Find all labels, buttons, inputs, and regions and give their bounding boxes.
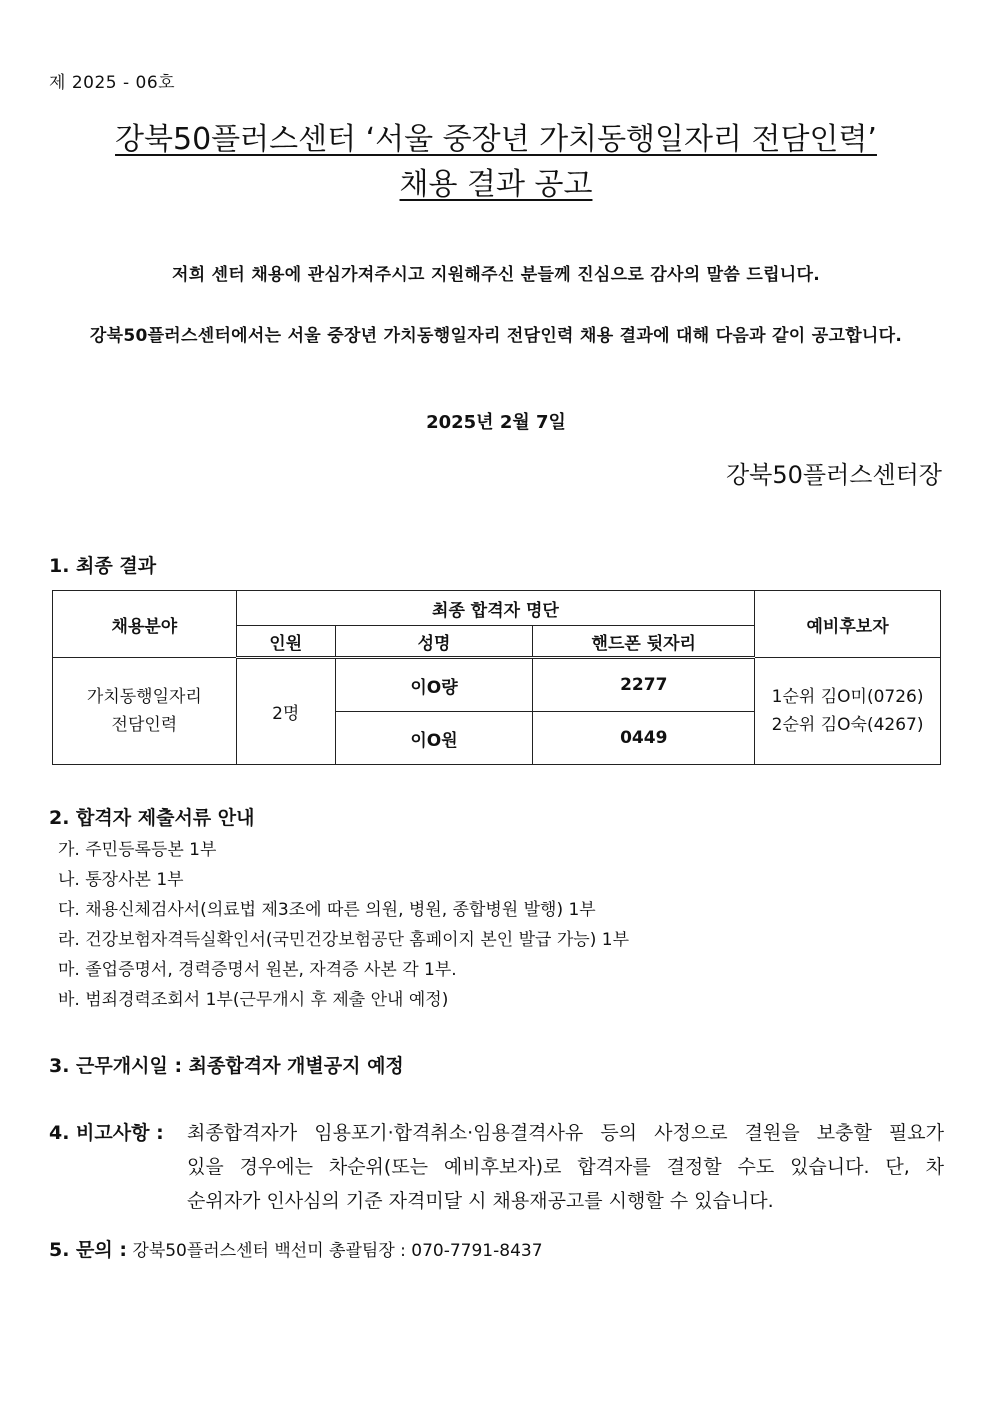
section-2-heading: 2. 합격자 제출서류 안내 [49,807,255,829]
cell-count: 2명 [236,658,335,765]
reserve-line-1: 1순위 김O미(0726) [771,687,924,707]
contact-line [49,1235,543,1262]
list-item: 가. 주민등록등본 1부 [58,840,217,860]
page-title [0,120,992,160]
announce-paragraph: 강북50플러스센터에서는 서울 중장년 가치동행일자리 전담인력 채용 결과에 대해 다음과 같이 공고합니다. [89,326,903,346]
reserve-line-2: 2순위 김O숙(4267) [771,715,924,735]
header-name: 성명 [335,626,533,658]
document-list [58,835,629,1015]
cell-phone-2: 0449 [533,712,755,765]
title-line-1: 강북50플러스센터 ‘서울 중장년 가치동행일자리 전담인력’ [115,122,877,157]
cell-name-2: 이O원 [335,712,533,765]
table-row [53,658,941,712]
field-line-2: 전담인력 [111,715,178,735]
result-table [52,590,941,765]
thanks-paragraph: 저희 센터 채용에 관심가져주시고 지원해주신 분들께 진심으로 감사의 말씀 드립니다. [172,265,820,285]
note-line-2: 있을 경우에는 차순위(또는 예비후보자)로 합격자를 결정할 수도 있습니다. 단, 차 [187,1156,944,1178]
section-4-label: 4. 비고사항 : [49,1122,164,1144]
list-item: 다. 채용신체검사서(의료법 제3조에 따른 의원, 병원, 종합병원 발행) 1부 [58,900,596,920]
section-1-heading: 1. 최종 결과 [49,555,157,577]
cell-field [53,658,237,765]
header-reserve: 예비후보자 [755,591,941,658]
note-line-1: 최종합격자가 임용포기·합격취소·임용결격사유 등의 사정으로 결원을 보충할 필요가 [187,1122,944,1144]
header-field: 채용분야 [53,591,237,658]
list-item: 바. 범죄경력조회서 1부(근무개시 후 제출 안내 예정) [58,990,449,1010]
section-3-heading: 3. 근무개시일 : 최종합격자 개별공지 예정 [49,1055,404,1077]
signer: 강북50플러스센터장 [725,461,942,489]
cell-name-1: 이O량 [335,658,533,712]
header-count: 인원 [236,626,335,658]
contact-text: 강북50플러스센터 백선미 총괄팀장 : 070-7791-8437 [132,1241,543,1261]
cell-reserve [755,658,941,765]
section-5-label: 5. 문의 : [49,1239,127,1261]
title-line-2: 채용 결과 공고 [399,167,593,202]
note-line-3: 순위자가 인사심의 기준 자격미달 시 채용재공고를 시행할 수 있습니다. [187,1190,774,1212]
announce-date: 2025년 2월 7일 [426,412,566,433]
list-item: 라. 건강보험자격득실확인서(국민건강보험공단 홈페이지 본인 발급 가능) 1부 [58,930,629,950]
header-final-list: 최종 합격자 명단 [236,591,754,626]
field-line-1: 가치동행일자리 [86,687,202,707]
list-item: 마. 졸업증명서, 경력증명서 원본, 자격증 사본 각 1부. [58,960,457,980]
document-number: 제 2025 - 06호 [49,73,176,93]
header-phone: 핸드폰 뒷자리 [533,626,755,658]
list-item: 나. 통장사본 1부 [58,870,184,890]
page-subtitle [0,165,992,205]
cell-phone-1: 2277 [533,658,755,712]
section-4-body [187,1116,944,1218]
